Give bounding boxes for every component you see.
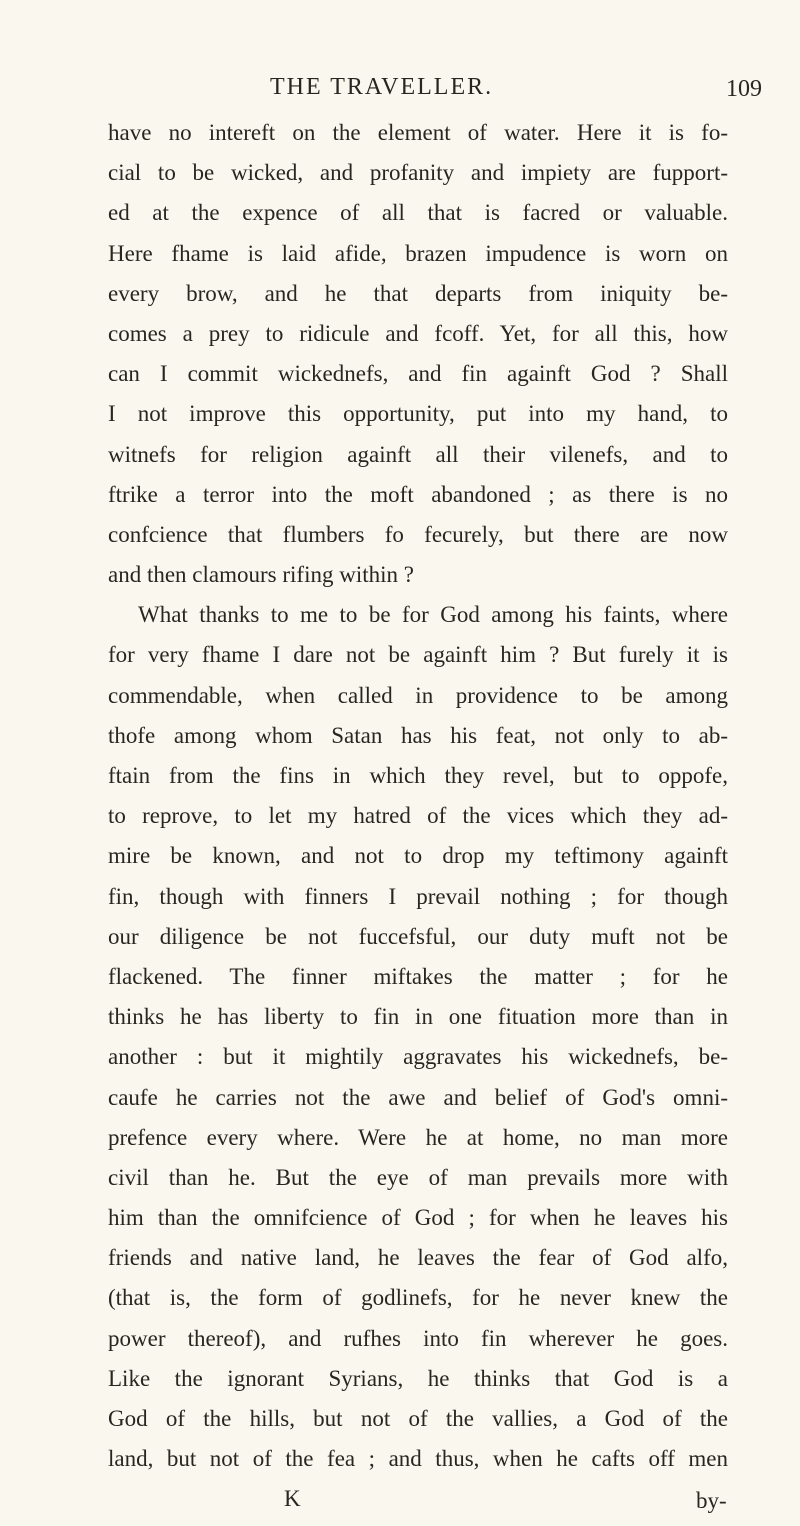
text-line: (that is, the form of godlinefs, for he never knew the bbox=[108, 1285, 728, 1311]
text-line: civil than he. But the eye of man prevails more with bbox=[108, 1164, 728, 1190]
text-line: thinks he has liberty to fin in one fituation more than in bbox=[108, 1004, 728, 1030]
text-line: for very fhame I dare not be againft him ? But furely it is bbox=[108, 642, 728, 668]
text-line: confcience that flumbers fo fecurely, but there are now bbox=[108, 521, 728, 547]
text-line: every brow, and he that departs from iniquity be- bbox=[108, 280, 728, 306]
running-head bbox=[0, 74, 800, 114]
text-line: I not improve this opportunity, put into my hand, to bbox=[108, 401, 728, 427]
text-line: Here fhame is laid afide, brazen impudence is worn on bbox=[108, 240, 728, 266]
text-line: him than the omnifcience of God ; for when he leaves his bbox=[108, 1205, 728, 1231]
text-line: ftain from the fins in which they revel, but to oppofe, bbox=[108, 763, 728, 788]
text-line: to reprove, to let my hatred of the vices which they ad- bbox=[108, 803, 728, 829]
text-line: ftrike a terror into the moft abandoned ; as there is no bbox=[108, 481, 728, 507]
paragraph-start-line: What thanks to me to be for God among his faints, where bbox=[138, 602, 728, 628]
text-line: fin, though with finners I prevail nothing ; for though bbox=[108, 883, 728, 909]
text-line: witnefs for religion againft all their vilenefs, and to bbox=[108, 441, 728, 467]
catchword: by- bbox=[696, 1488, 727, 1513]
text-line: can I commit wickednefs, and fin againft God ? Shall bbox=[108, 361, 728, 387]
text-line: comes a prey to ridicule and fcoff. Yet, for all this, how bbox=[108, 320, 728, 346]
text-line: another : but it mightily aggravates his wickednefs, be- bbox=[108, 1044, 728, 1070]
text-line: cial to be wicked, and profanity and impiety are fupport- bbox=[108, 160, 728, 186]
text-line: have no intereft on the element of water. Here it is fo- bbox=[108, 120, 728, 145]
text-line: commendable, when called in providence to be among bbox=[108, 682, 728, 708]
text-line: caufe he carries not the awe and belief of God's omni- bbox=[108, 1084, 728, 1110]
running-title: THE TRAVELLER. bbox=[270, 74, 494, 100]
body-text bbox=[108, 113, 728, 1479]
text-line: and then clamours rifing within ? bbox=[108, 562, 414, 588]
text-line: flackened. The finner miftakes the matter ; for he bbox=[108, 963, 728, 989]
text-line: ed at the expence of all that is facred or valuable. bbox=[108, 200, 728, 226]
text-line: our diligence be not fuccefsful, our duty muft not be bbox=[108, 923, 728, 949]
text-line: Like the ignorant Syrians, he thinks that God is a bbox=[108, 1365, 728, 1391]
text-line: mire be known, and not to drop my teftimony againft bbox=[108, 843, 728, 869]
text-line: land, but not of the fea ; and thus, when he cafts off men bbox=[108, 1446, 728, 1472]
text-line: thofe among whom Satan has his feat, not only to ab- bbox=[108, 722, 728, 748]
text-line: prefence every where. Were he at home, no man more bbox=[108, 1124, 728, 1150]
page-number: 109 bbox=[726, 76, 762, 102]
text-line: power thereof), and rufhes into fin wherever he goes. bbox=[108, 1325, 728, 1351]
text-line: God of the hills, but not of the vallies, a God of the bbox=[108, 1406, 728, 1431]
signature-mark: K bbox=[284, 1486, 301, 1511]
text-line: friends and native land, he leaves the fear of God alfo, bbox=[108, 1245, 728, 1271]
